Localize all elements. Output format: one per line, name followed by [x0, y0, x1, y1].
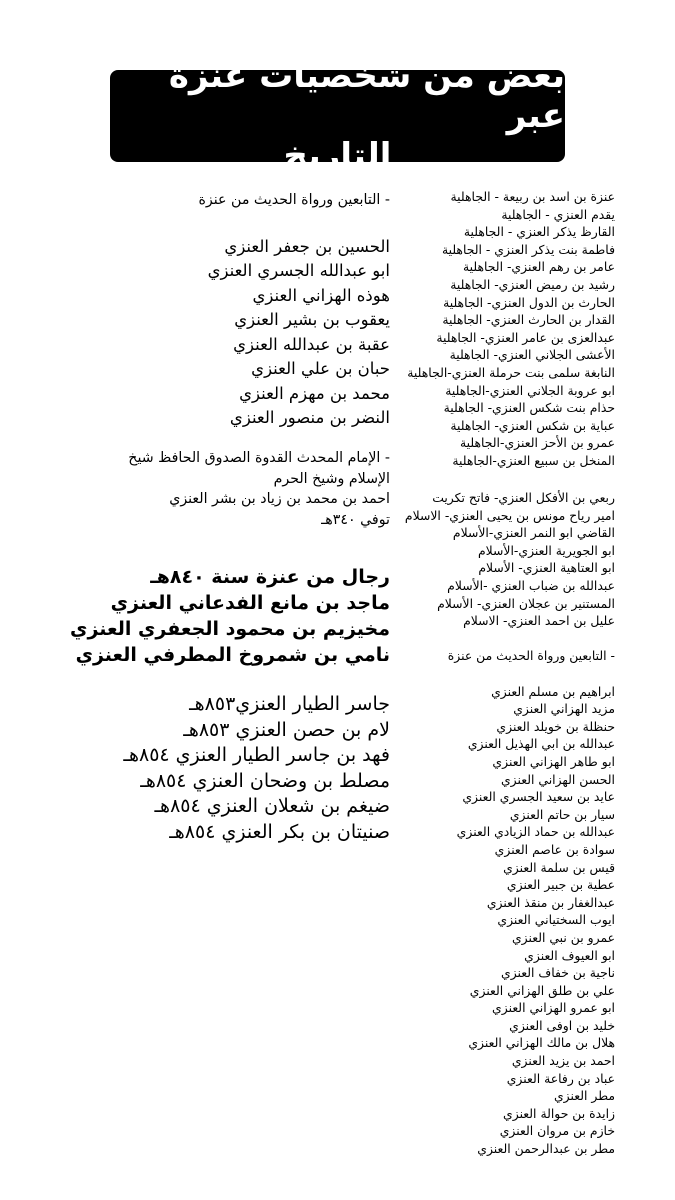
later-section — [65, 692, 390, 846]
list-item: يقدم العنزي - الجاهلية — [501, 206, 615, 222]
list-item: حبان بن علي العنزي — [251, 359, 390, 378]
left-tabieen-heading: - التابعين ورواة الحديث من عنزة — [198, 192, 390, 208]
list-item: ربعي بن الأفكل العنزي- فاتح تكريت — [432, 490, 615, 505]
imam-section — [65, 448, 390, 530]
list-item: ابراهيم بن مسلم العنزي — [491, 683, 615, 699]
list-item: عبدالله بن ضباب العنزي -الأسلام — [447, 577, 615, 593]
list-item: سيار بن حاتم العنزي — [509, 806, 615, 822]
list-item: عباد بن رفاعة العنزي — [506, 1070, 615, 1086]
list-item: ابو طاهر الهزاني العنزي — [492, 753, 615, 769]
list-item: عبدالعزى بن عامر العنزي- الجاهلية — [436, 329, 615, 345]
list-item: فاطمة بنت يذكر العنزي - الجاهلية — [441, 241, 615, 257]
list-item: القاضي ابو النمر العنزي-الأسلام — [452, 525, 615, 541]
list-item: حذام بنت شكس العنزي- الجاهلية — [443, 400, 615, 416]
list-item: ايوب السختياني العنزي — [497, 912, 615, 928]
left-tabieen-section — [65, 188, 390, 431]
list-item: مزيد الهزاني العنزي — [513, 701, 615, 717]
list-item: الأعشى الجلاني العنزي- الجاهلية — [449, 347, 615, 363]
title-line-1: بعض من شخصيات عنزة عبر — [168, 56, 565, 136]
list-item: عطية بن جبير العنزي — [506, 877, 615, 893]
list-item: ابو الجويرية العنزي-الأسلام — [477, 542, 615, 558]
list-item: عليل بن احمد العنزي- الاسلام — [463, 613, 615, 629]
list-item: الحسين بن جعفر العنزي — [224, 236, 390, 256]
list-item: عبدالله بن ابي الهذيل العنزي — [467, 736, 615, 752]
list-item: المنخل بن سبيع العنزي-الجاهلية — [452, 452, 615, 468]
list-item: القدار بن الحارث العنزي- الجاهلية — [442, 312, 615, 328]
list-item: ابو عمرو الهزاني العنزي — [492, 1000, 615, 1016]
list-item: عمرو بن نبي العنزي — [511, 929, 615, 945]
list-item: يعقوب بن بشير العنزي — [234, 310, 390, 329]
later-line: مصلط بن وضحان العنزي ٨٥٤هـ — [140, 769, 390, 792]
list-item: النضر بن منصور العنزي — [229, 408, 390, 427]
list-item: عمرو بن الأحز العنزي-الجاهلية — [459, 435, 615, 451]
list-item: سوادة بن عاصم العنزي — [494, 841, 615, 857]
islam-section — [385, 489, 615, 630]
imam-line: - الإمام المحدث القدوة الصدوق الحافظ شيخ — [128, 450, 390, 466]
list-item: ابو عروبة الجلاني العنزي-الجاهلية — [445, 382, 615, 398]
imam-line: احمد بن محمد بن زياد بن بشر العنزي — [169, 491, 390, 507]
list-item: عبدالله بن حماد الزيادي العنزي — [456, 824, 615, 840]
title-line-2: التاريخ — [283, 136, 392, 176]
right-tabieen-section — [385, 647, 615, 1158]
later-line: لام بن حصن العنزي ٨٥٣هـ — [183, 718, 390, 741]
rijal-line: ماجد بن مانع الفدعاني العنزي — [110, 592, 390, 614]
list-item: عبدالغفار بن منقذ العنزي — [486, 894, 615, 910]
list-item: حنظلة بن خويلد العنزي — [496, 718, 615, 734]
list-item: عباية بن شكس العنزي- الجاهلية — [450, 417, 615, 433]
list-item: امير رياح مونس بن يحيى العنزي- الاسلام — [404, 507, 615, 523]
list-item: عامر بن رهم العنزي- الجاهلية — [463, 259, 615, 275]
title-banner — [110, 56, 565, 176]
list-item: قيس بن سلمة العنزي — [503, 859, 615, 875]
list-item: ابو العيوف العنزي — [524, 947, 615, 963]
right-tabieen-heading: - التابعين ورواة الحديث من عنزة — [447, 648, 615, 663]
list-item: زايدة بن حوالة العنزي — [503, 1105, 615, 1121]
list-item: عقبة بن عبدالله العنزي — [233, 334, 390, 354]
list-item: النابغة سلمى بنت حرملة العنزي-الجاهلية — [407, 364, 615, 380]
list-item: ابو عبدالله الجسري العنزي — [207, 261, 390, 280]
list-item: محمد بن مهزم العنزي — [239, 383, 390, 403]
later-line: جاسر الطيار العنزي٨٥٣هـ — [189, 693, 390, 715]
imam-line: توفي ٣٤٠هـ — [321, 511, 390, 528]
rijal-line: مخيزيم بن محمود الجعفري العنزي — [70, 618, 390, 640]
list-item: رشيد بن رميض العنزي- الجاهلية — [450, 276, 615, 292]
later-line: صنيتان بن بكر العنزي ٨٥٤هـ — [169, 820, 390, 843]
list-item: ناجية بن خفاف العنزي — [501, 965, 615, 981]
later-line: ضيغم بن شعلان العنزي ٨٥٤هـ — [154, 795, 390, 818]
list-item: المستنير بن عجلان العنزي- الأسلام — [437, 595, 615, 611]
list-item: هلال بن مالك الهزاني العنزي — [468, 1035, 615, 1051]
list-item: هوذه الهزاني العنزي — [252, 285, 390, 305]
list-item: عايد بن سعيد الجسري العنزي — [462, 789, 615, 805]
rijal-line: نامي بن شمروخ المطرفي العنزي — [75, 644, 390, 666]
rijal-section — [65, 564, 390, 668]
list-item: مطر العنزي — [553, 1088, 615, 1104]
imam-line: الإسلام وشيخ الحرم — [273, 470, 390, 487]
list-item: خازم بن مروان العنزي — [499, 1123, 615, 1139]
list-item: القارظ يذكر العنزي - الجاهلية — [463, 224, 615, 240]
list-item: ابو العتاهية العنزي- الأسلام — [478, 560, 615, 576]
jahiliya-section — [385, 188, 615, 470]
list-item: احمد بن يزيد العنزي — [511, 1053, 615, 1069]
list-item: عنزة بن اسد بن ربيعة - الجاهلية — [450, 189, 615, 204]
later-line: فهد بن جاسر الطيار العنزي ٨٥٤هـ — [123, 744, 390, 767]
list-item: مطر بن عبدالرحمن العنزي — [477, 1141, 615, 1157]
list-item: خليد بن اوفى العنزي — [509, 1017, 615, 1033]
list-item: علي بن طلق الهزاني العنزي — [469, 982, 615, 998]
list-item: الحارث بن الدول العنزي- الجاهلية — [443, 294, 615, 310]
list-item: الحسن الهزاني العنزي — [500, 771, 615, 787]
rijal-line: رجال من عنزة سنة ٨٤٠هـ — [150, 566, 390, 588]
